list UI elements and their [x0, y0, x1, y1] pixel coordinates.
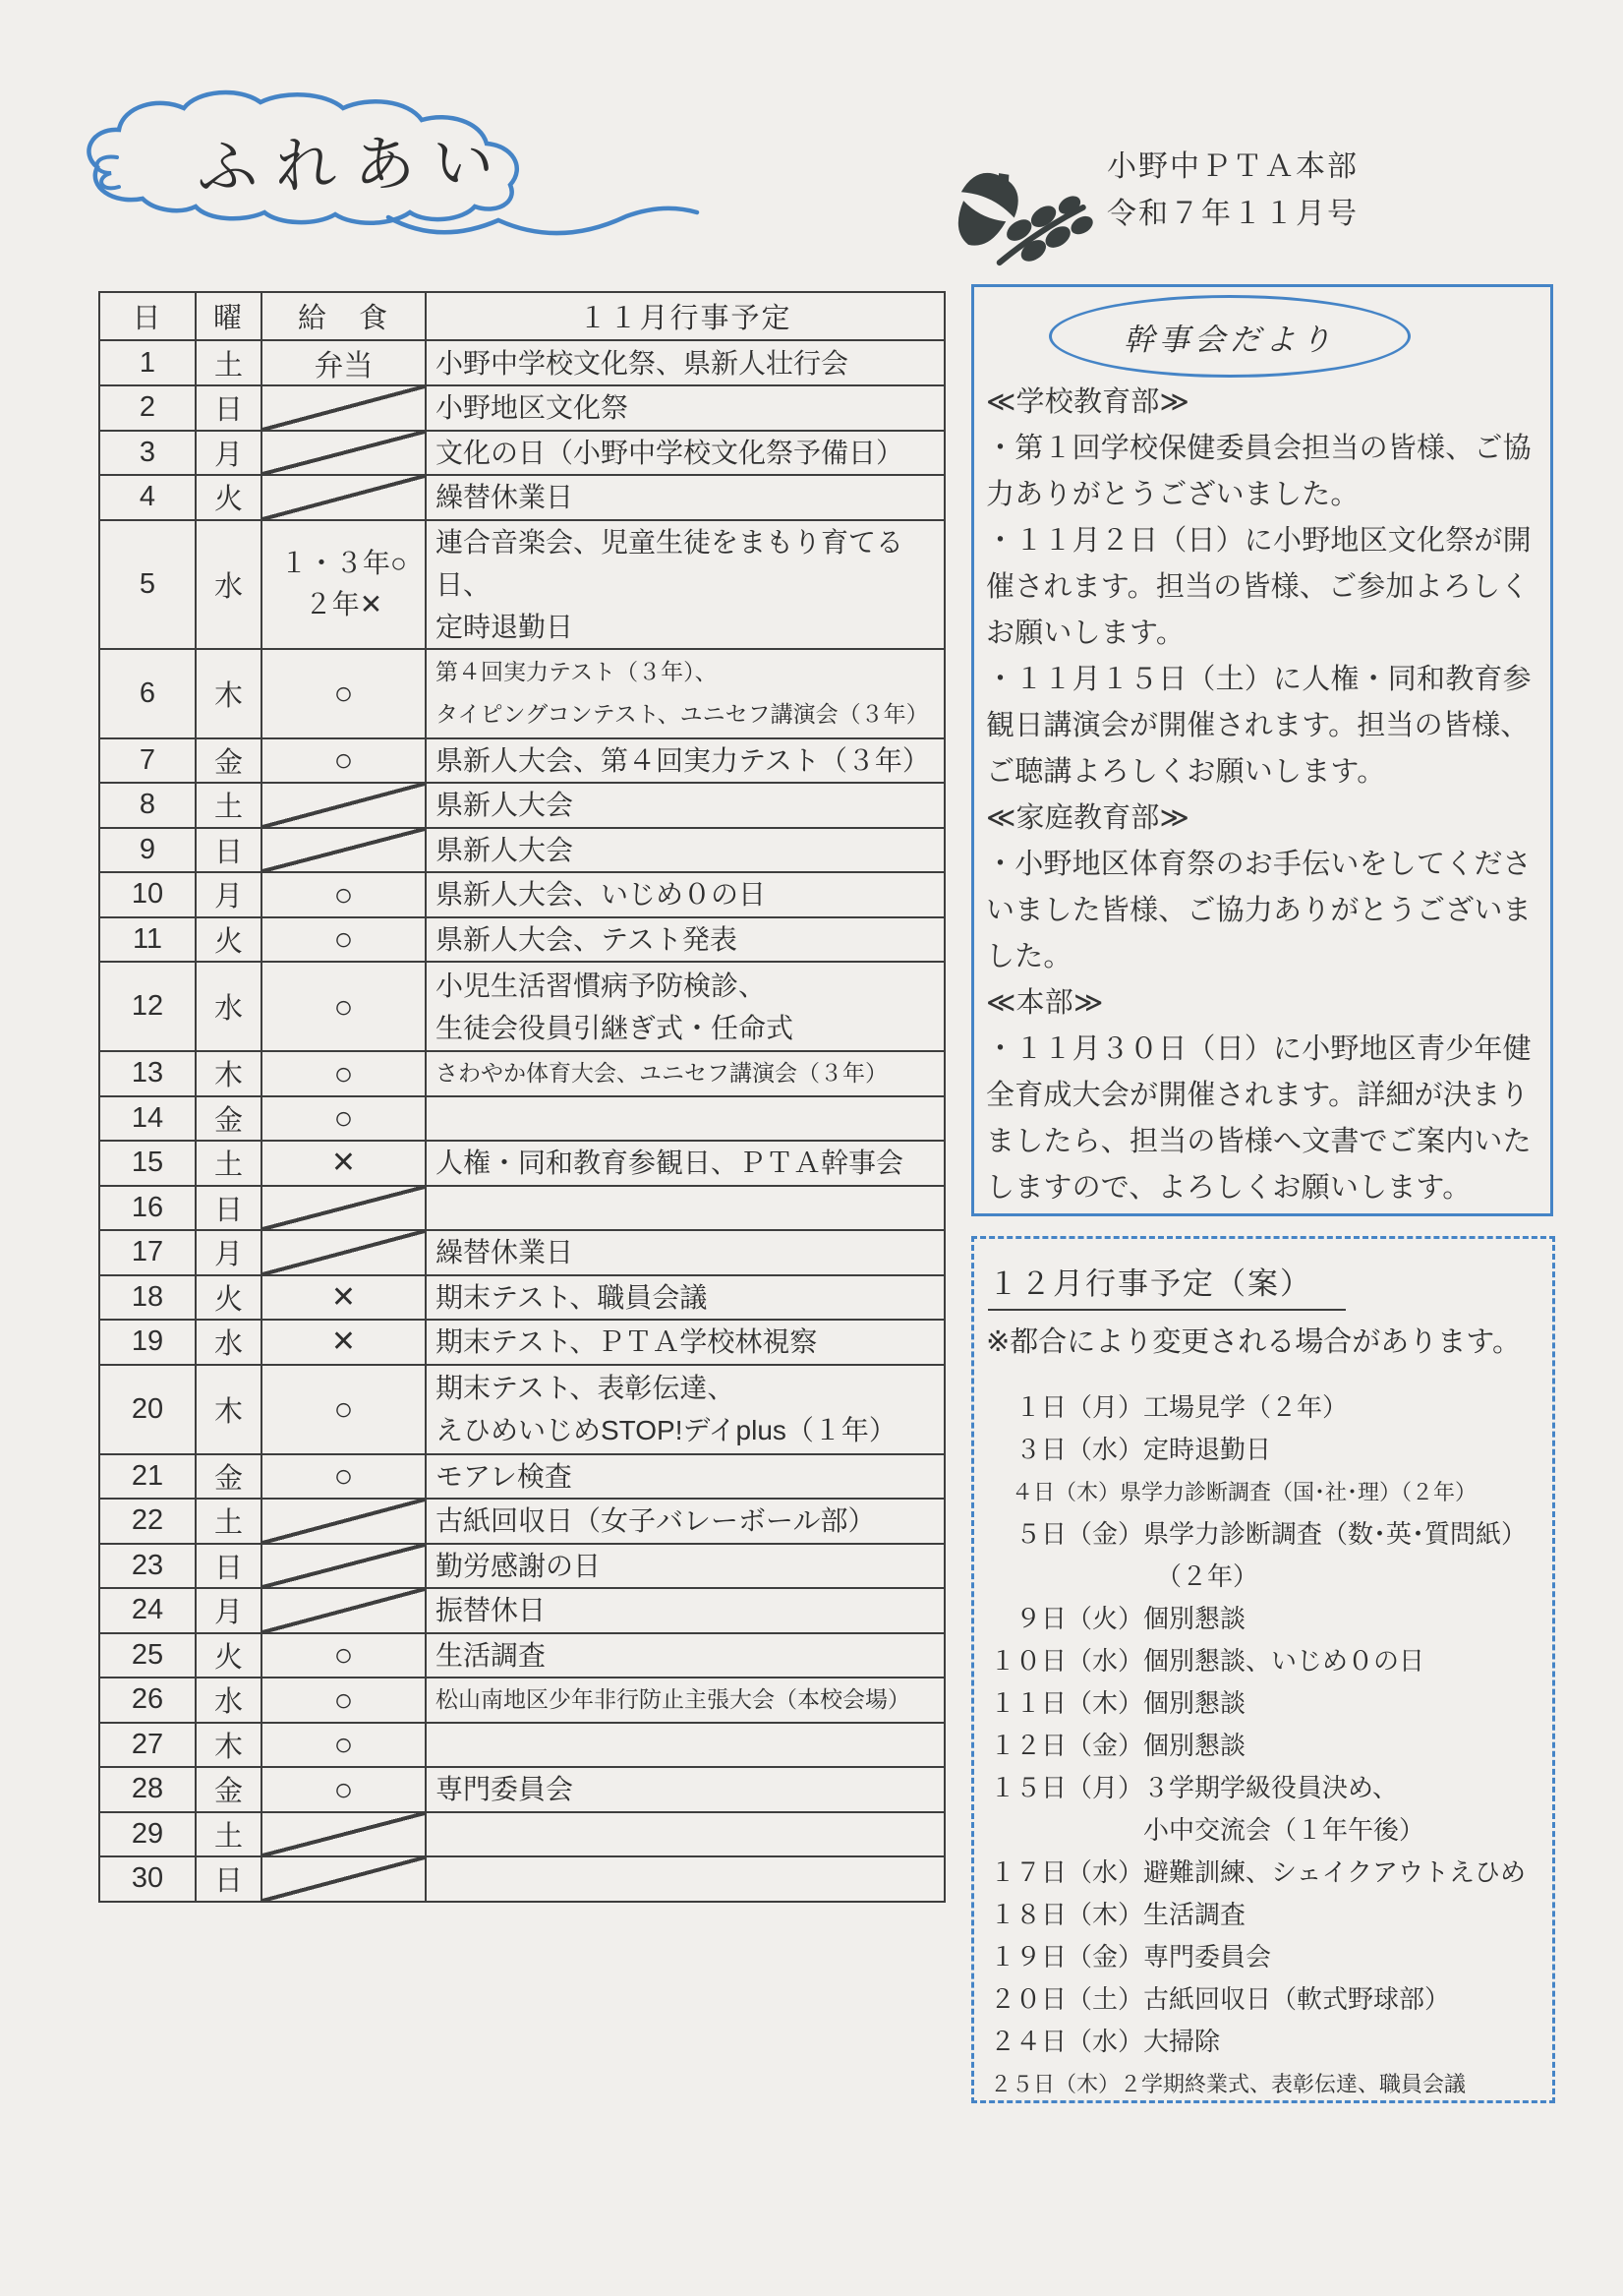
events-cell [426, 1723, 945, 1768]
event-line: 松山南地区少年非行防止主張大会（本校会場） [435, 1686, 910, 1713]
weekday-cell: 火 [196, 1275, 261, 1321]
lunch-symbol: ○ [333, 1680, 354, 1718]
events-cell [426, 340, 945, 385]
events-cell [426, 1812, 945, 1857]
lunch-cell [261, 1588, 426, 1633]
december-item: １１日（木）個別懇談 [990, 1688, 1246, 1718]
day-cell: 5 [99, 520, 196, 649]
event-line: 期末テスト、表彰伝達、 [435, 1373, 735, 1403]
december-item: ２５日（木）２学期終業式、表彰伝達、職員会議 [990, 2072, 1467, 2096]
day-cell: 12 [99, 962, 196, 1051]
day-cell: 3 [99, 431, 196, 476]
events-cell [426, 828, 945, 873]
day-cell: 1 [99, 340, 196, 385]
table-row [99, 1186, 945, 1231]
table-row [99, 649, 945, 738]
december-item: ９日（火）個別懇談 [990, 1604, 1246, 1633]
kanjikai-line: お願いします。 [986, 618, 1186, 649]
table-row [99, 1499, 945, 1544]
kanjikai-line: ≪家庭教育部≫ [986, 802, 1190, 834]
event-line: 古紙回収日（女子バレーボール部） [435, 1505, 876, 1537]
event-line: 小野中学校文化祭、県新人壮行会 [435, 347, 849, 379]
lunch-cell [261, 738, 426, 784]
december-item: １８日（木）生活調査 [990, 1900, 1246, 1929]
kanjikai-line: 催されます。担当の皆様、ご参加よろしく [986, 571, 1530, 603]
table-row [99, 1588, 945, 1633]
november-schedule-table [98, 291, 946, 1903]
no-lunch-slash [262, 1589, 425, 1632]
table-row [99, 872, 945, 917]
weekday-cell: 火 [196, 917, 261, 963]
event-line: 県新人大会、いじめ０の日 [435, 879, 767, 911]
table-row [99, 1678, 945, 1723]
kanjikai-line: いました皆様、ご協力ありがとうございま [986, 895, 1532, 926]
table-row [99, 1767, 945, 1812]
december-item: （２年） [990, 1561, 1259, 1591]
lunch-cell [261, 1544, 426, 1589]
events-cell [426, 1096, 945, 1142]
december-items [990, 1386, 1546, 2105]
table-row [99, 475, 945, 520]
day-cell: 19 [99, 1320, 196, 1365]
table-row [99, 962, 945, 1051]
weekday-cell: 日 [196, 1186, 261, 1231]
day-cell: 11 [99, 917, 196, 963]
kanjikai-line: 観日講演会が開催されます。担当の皆様、 [986, 710, 1530, 741]
event-line: モアレ検査 [435, 1460, 572, 1492]
lunch-symbol: ○ [333, 1726, 354, 1763]
table-row [99, 340, 945, 385]
events-cell [426, 385, 945, 431]
lunch-cell [261, 1499, 426, 1544]
weekday-cell: 土 [196, 1141, 261, 1186]
kanjikai-line: ・１１月３０日（日）に小野地区青少年健 [986, 1033, 1532, 1065]
weekday-cell: 火 [196, 475, 261, 520]
event-line: 第４回実力テスト（３年）、 [435, 659, 718, 684]
december-item: ２４日（水）大掃除 [990, 2027, 1221, 2056]
table-row [99, 1275, 945, 1321]
events-cell [426, 1230, 945, 1275]
event-line: 繰替休業日 [435, 482, 574, 513]
event-line: 繰替休業日 [435, 1237, 574, 1268]
event-line: 定時退勤日 [435, 611, 574, 642]
lunch-cell [261, 1051, 426, 1096]
lunch-cell [261, 1365, 426, 1454]
lunch-symbol: ○ [333, 875, 354, 913]
issue-label: 令和７年１１月号 [1107, 198, 1359, 230]
december-item: １７日（水）避難訓練、シェイクアウトえひめ [990, 1857, 1526, 1887]
table-row [99, 1230, 945, 1275]
events-cell [426, 1051, 945, 1096]
event-line: 県新人大会、テスト発表 [435, 923, 737, 955]
events-cell [426, 1186, 945, 1231]
lunch-symbol: ○ [333, 741, 354, 779]
event-line: タイピングコンテスト、ユニセフ講演会（３年） [435, 701, 929, 727]
header-day: 日 [99, 292, 196, 340]
lunch-symbol: ○ [333, 1457, 354, 1495]
table-row [99, 1633, 945, 1678]
day-cell: 17 [99, 1230, 196, 1275]
weekday-cell: 土 [196, 340, 261, 385]
day-cell: 30 [99, 1856, 196, 1902]
lunch-cell [261, 649, 426, 738]
lunch-symbol: ○ [333, 1099, 354, 1137]
event-line: 小野地区文化祭 [435, 392, 629, 424]
events-cell [426, 1141, 945, 1186]
weekday-cell: 月 [196, 1230, 261, 1275]
weekday-cell: 金 [196, 738, 261, 784]
events-cell [426, 1678, 945, 1723]
lunch-split-line: １・３年○ [280, 548, 407, 578]
table-row [99, 1723, 945, 1768]
day-cell: 4 [99, 475, 196, 520]
day-cell: 23 [99, 1544, 196, 1589]
newsletter-title: ふれあい [196, 129, 512, 203]
day-cell: 21 [99, 1454, 196, 1500]
event-line: 振替休日 [435, 1595, 547, 1626]
no-lunch-slash [262, 432, 425, 475]
december-box [971, 1236, 1555, 2103]
event-line: えひめいじめSTOP!デイplus（１年） [435, 1415, 897, 1445]
events-cell [426, 1365, 945, 1454]
lunch-symbol: 弁当 [314, 350, 374, 383]
events-cell [426, 1454, 945, 1500]
issue-info [1107, 144, 1359, 238]
lunch-cell [261, 1678, 426, 1723]
table-row [99, 1544, 945, 1589]
events-cell [426, 1320, 945, 1365]
table-row [99, 1454, 945, 1500]
no-lunch-slash [262, 1813, 425, 1856]
lunch-symbol: ○ [333, 1770, 354, 1807]
lunch-symbol: ○ [333, 920, 354, 958]
lunch-cell [261, 1186, 426, 1231]
kanjikai-body [986, 380, 1542, 1211]
day-cell: 22 [99, 1499, 196, 1544]
lunch-cell [261, 1633, 426, 1678]
no-lunch-slash [262, 1545, 425, 1588]
event-line: 専門委員会 [435, 1774, 574, 1805]
weekday-cell: 日 [196, 1856, 261, 1902]
weekday-cell: 日 [196, 828, 261, 873]
day-cell: 26 [99, 1678, 196, 1723]
kanjikai-line: ・第１回学校保健委員会担当の皆様、ご協 [986, 433, 1532, 464]
lunch-cell [261, 1454, 426, 1500]
lunch-symbol: ○ [333, 1390, 354, 1427]
day-cell: 29 [99, 1812, 196, 1857]
event-line: さわやか体育大会、ユニセフ講演会（３年） [435, 1060, 888, 1087]
kanjikai-line: した。 [986, 941, 1072, 972]
lunch-cell [261, 1812, 426, 1857]
day-cell: 8 [99, 783, 196, 828]
lunch-cell [261, 1096, 426, 1142]
event-line: 県新人大会、第４回実力テスト（３年） [435, 744, 930, 776]
events-cell [426, 917, 945, 963]
weekday-cell: 木 [196, 1723, 261, 1768]
day-cell: 6 [99, 649, 196, 738]
weekday-cell: 木 [196, 1365, 261, 1454]
lunch-cell [261, 1856, 426, 1902]
lunch-cell [261, 1275, 426, 1321]
table-row [99, 520, 945, 649]
events-cell [426, 1499, 945, 1544]
header-lunch: 給 食 [261, 292, 426, 340]
no-lunch-slash [262, 1857, 425, 1901]
december-item: ４日（木）県学力診断調査（国･社･理）（２年） [990, 1480, 1478, 1504]
weekday-cell: 木 [196, 649, 261, 738]
table-row [99, 1141, 945, 1186]
table-row [99, 1051, 945, 1096]
events-cell [426, 1544, 945, 1589]
table-row [99, 738, 945, 784]
kanjikai-line: 力ありがとうございました。 [986, 479, 1360, 510]
december-item: １５日（月）３学期学級役員決め、 [990, 1773, 1398, 1802]
schedule-table-body [99, 340, 945, 1902]
acorn-leaf-icon [947, 167, 1096, 273]
weekday-cell: 火 [196, 1633, 261, 1678]
kanjikai-line: 全育成大会が開催されます。詳細が決まり [986, 1080, 1530, 1111]
lunch-split-line: ２年✕ [304, 589, 383, 619]
weekday-cell: 金 [196, 1767, 261, 1812]
event-line: 文化の日（小野中学校文化祭予備日） [435, 437, 904, 468]
day-cell: 2 [99, 385, 196, 431]
no-lunch-slash [262, 386, 425, 430]
lunch-cell [261, 1230, 426, 1275]
december-title: １２月行事予定（案） [988, 1259, 1346, 1311]
day-cell: 13 [99, 1051, 196, 1096]
lunch-cell [261, 1723, 426, 1768]
table-row [99, 783, 945, 828]
weekday-cell: 金 [196, 1454, 261, 1500]
day-cell: 25 [99, 1633, 196, 1678]
events-cell [426, 1856, 945, 1902]
day-cell: 14 [99, 1096, 196, 1142]
event-line: 県新人大会 [435, 790, 574, 821]
table-row [99, 917, 945, 963]
lunch-cell [261, 1320, 426, 1365]
december-item: １２日（金）個別懇談 [990, 1731, 1246, 1760]
events-cell [426, 649, 945, 738]
kanjikai-line: ≪本部≫ [986, 987, 1104, 1019]
no-lunch-slash [262, 829, 425, 872]
no-lunch-slash [262, 1500, 425, 1543]
weekday-cell: 水 [196, 1678, 261, 1723]
weekday-cell: 金 [196, 1096, 261, 1142]
events-cell [426, 475, 945, 520]
kanjikai-line: ・１１月２日（日）に小野地区文化祭が開 [986, 525, 1532, 557]
december-item: ５日（金）県学力診断調査（数･英･質問紙） [990, 1519, 1528, 1549]
day-cell: 24 [99, 1588, 196, 1633]
lunch-symbol: ✕ [330, 1280, 357, 1314]
kanjikai-line: しますので、よろしくお願いします。 [986, 1172, 1472, 1204]
weekday-cell: 土 [196, 783, 261, 828]
december-note: ※都合により変更される場合があります。 [986, 1326, 1521, 1358]
lunch-cell [261, 385, 426, 431]
lunch-cell [261, 962, 426, 1051]
events-cell [426, 520, 945, 649]
events-cell [426, 1767, 945, 1812]
day-cell: 20 [99, 1365, 196, 1454]
lunch-cell [261, 1141, 426, 1186]
weekday-cell: 月 [196, 872, 261, 917]
kanjikai-line: ご聴講よろしくお願いします。 [986, 756, 1386, 788]
kanjikai-box [971, 284, 1553, 1216]
lunch-cell [261, 828, 426, 873]
day-cell: 16 [99, 1186, 196, 1231]
lunch-symbol: ✕ [330, 1325, 357, 1359]
weekday-cell: 日 [196, 1544, 261, 1589]
table-row [99, 385, 945, 431]
events-cell [426, 431, 945, 476]
table-header-row [99, 292, 945, 340]
lunch-symbol: ○ [333, 1636, 354, 1674]
lunch-cell [261, 475, 426, 520]
december-item: 小中交流会（１年午後） [990, 1815, 1425, 1845]
table-row [99, 1320, 945, 1365]
day-cell: 15 [99, 1141, 196, 1186]
header-events: １１月行事予定 [426, 292, 945, 340]
lunch-cell [261, 872, 426, 917]
events-cell [426, 962, 945, 1051]
kanjikai-line: ・１１月１５日（土）に人権・同和教育参 [986, 664, 1532, 695]
event-line: 人権・同和教育参観日、ＰＴＡ幹事会 [435, 1148, 904, 1179]
events-cell [426, 1633, 945, 1678]
kanjikai-line: ・小野地区体育祭のお手伝いをしてくださ [986, 849, 1532, 880]
december-item: １０日（水）個別懇談、いじめ０の日 [990, 1646, 1425, 1676]
weekday-cell: 月 [196, 1588, 261, 1633]
weekday-cell: 木 [196, 1051, 261, 1096]
lunch-cell [261, 783, 426, 828]
event-line: 勤労感謝の日 [435, 1550, 602, 1581]
december-item: １日（月）工場見学（２年） [990, 1392, 1349, 1422]
event-line: 生徒会役員引継ぎ式・任命式 [435, 1012, 794, 1043]
weekday-cell: 月 [196, 431, 261, 476]
lunch-symbol: ○ [333, 987, 354, 1025]
event-line: 期末テスト、職員会議 [435, 1281, 708, 1313]
no-lunch-slash [262, 1187, 425, 1230]
no-lunch-slash [262, 1231, 425, 1274]
lunch-symbol: ✕ [330, 1147, 357, 1180]
weekday-cell: 水 [196, 962, 261, 1051]
day-cell: 18 [99, 1275, 196, 1321]
december-item: ２０日（土）古紙回収日（軟式野球部） [990, 1984, 1451, 2014]
no-lunch-slash [262, 476, 425, 519]
table-row [99, 1856, 945, 1902]
table-row [99, 1812, 945, 1857]
day-cell: 28 [99, 1767, 196, 1812]
lunch-cell [261, 520, 426, 649]
lunch-cell [261, 1767, 426, 1812]
lunch-symbol: ○ [333, 1054, 354, 1091]
lunch-cell [261, 340, 426, 385]
weekday-cell: 水 [196, 1320, 261, 1365]
event-line: 県新人大会 [435, 834, 574, 865]
event-line: 生活調査 [435, 1639, 547, 1671]
day-cell: 27 [99, 1723, 196, 1768]
event-line: 連合音楽会、児童生徒をまもり育てる日、 [435, 526, 904, 600]
weekday-cell: 土 [196, 1499, 261, 1544]
events-cell [426, 1275, 945, 1321]
kanjikai-line: ましたら、担当の皆様へ文書でご案内いた [986, 1126, 1532, 1157]
event-line: 小児生活習慣病予防検診、 [435, 970, 767, 1001]
day-cell: 9 [99, 828, 196, 873]
events-cell [426, 872, 945, 917]
weekday-cell: 土 [196, 1812, 261, 1857]
events-cell [426, 783, 945, 828]
events-cell [426, 1588, 945, 1633]
events-cell [426, 738, 945, 784]
table-row [99, 1365, 945, 1454]
event-line: 期末テスト、ＰＴＡ学校林視察 [435, 1326, 818, 1358]
lunch-cell [261, 431, 426, 476]
december-item: １９日（金）専門委員会 [990, 1942, 1272, 1972]
kanjikai-title: 幹事会だより [1124, 322, 1336, 357]
lunch-cell [261, 917, 426, 963]
weekday-cell: 水 [196, 520, 261, 649]
day-cell: 10 [99, 872, 196, 917]
table-row [99, 828, 945, 873]
org-name: 小野中ＰＴＡ本部 [1107, 150, 1359, 183]
weekday-cell: 日 [196, 385, 261, 431]
header-weekday: 曜 [196, 292, 261, 340]
table-row [99, 1096, 945, 1142]
kanjikai-title-ellipse [1049, 295, 1411, 378]
lunch-symbol: ○ [333, 675, 354, 711]
december-item: ３日（水）定時退勤日 [990, 1435, 1272, 1464]
day-cell: 7 [99, 738, 196, 784]
kanjikai-line: ≪学校教育部≫ [986, 386, 1190, 418]
no-lunch-slash [262, 784, 425, 827]
table-row [99, 431, 945, 476]
